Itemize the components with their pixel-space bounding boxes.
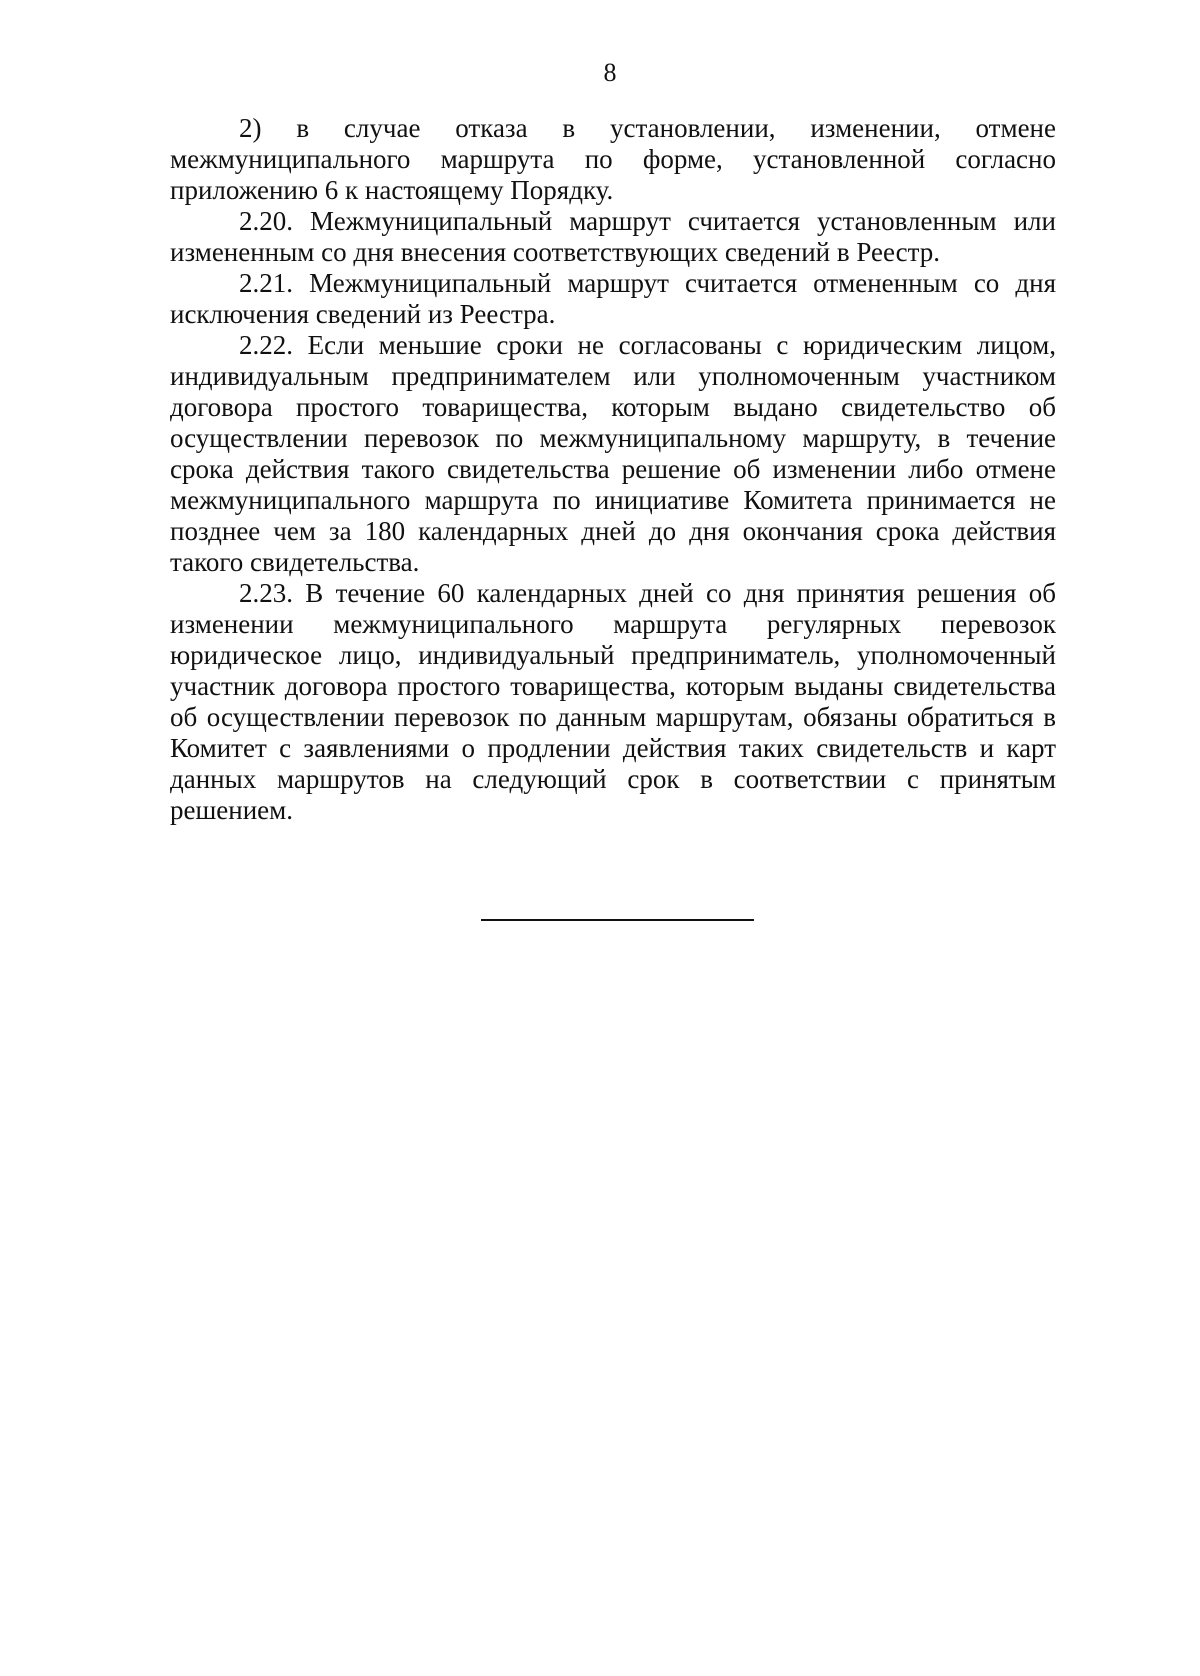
paragraph-2-20: 2.20. Межмуниципальный маршрут считается установленным или измененным со дня внесения соответствующих сведений в Реестр. [170, 206, 1056, 267]
paragraph-2-23: 2.23. В течение 60 календарных дней со дня принятия решения об изменении межмуниципального маршрута регулярных перевозок юридическое лицо, индивидуальный предприниматель, уполномоченный участник договора простого товарищества, которым выданы свидетельства об осуществлении перевозок по данным маршрутам, обязаны обратиться в Комитет с заявлениями о продлении действия таких свидетельств и карт данных маршрутов на следующий срок в соответствии с принятым решением. [170, 578, 1056, 825]
end-divider-line [481, 919, 754, 921]
paragraph-2-22: 2.22. Если меньшие сроки не согласованы с юридическим лицом, индивидуальным предпринимателем или уполномоченным участником договора простого товарищества, которым выдано свидетельство об осуществлении перевозок по межмуниципальному маршруту, в течение срока действия такого свидетельства решение об изменении либо отмене межмуниципального маршрута по инициативе Комитета принимается не позднее чем за 180 календарных дней до дня окончания срока действия такого свидетельства. [170, 330, 1056, 577]
paragraph-item-2: 2) в случае отказа в установлении, изменении, отмене межмуниципального маршрута по форме, установленной согласно приложению 6 к настоящему Порядку. [170, 113, 1056, 205]
page-number: 8 [603, 58, 617, 87]
document-body [170, 113, 1056, 826]
paragraph-2-21: 2.21. Межмуниципальный маршрут считается отмененным со дня исключения сведений из Реестра. [170, 268, 1056, 329]
